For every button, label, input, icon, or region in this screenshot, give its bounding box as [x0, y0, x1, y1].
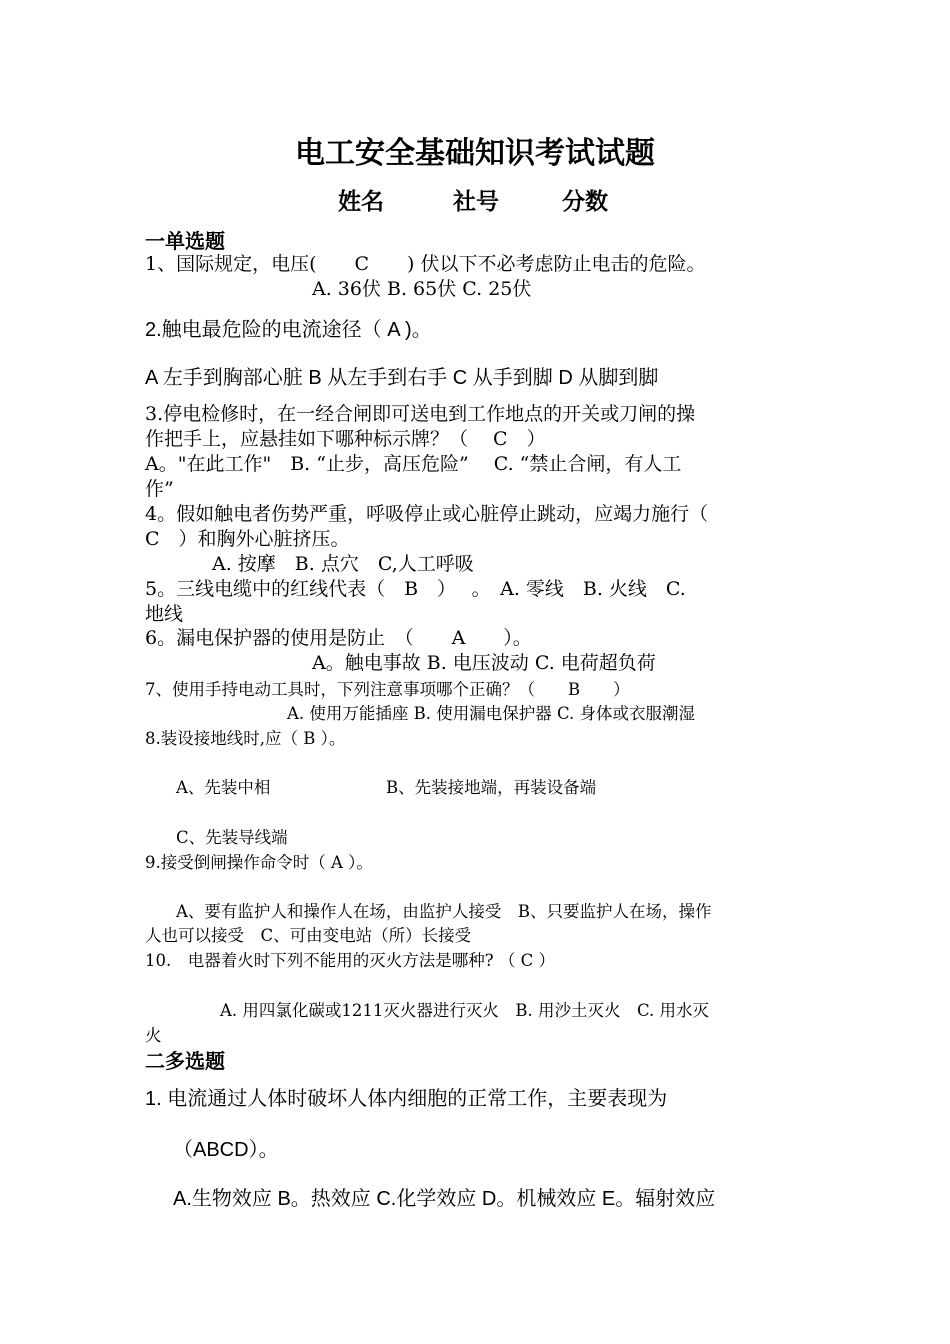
q3-line4: 作” — [145, 478, 174, 500]
q4-line2: C ）和胸外心脏挤压。 — [145, 528, 350, 550]
q3-line2: 作把手上，应悬挂如下哪种标示牌？（ C ） — [145, 428, 546, 450]
q2-options: A 左手到胸部心脏 B 从左手到右手 C 从手到脚 D 从脚到脚 — [145, 367, 659, 389]
q1-text: 1、国际规定，电压( C ) 伏以下不必考虑防止电击的危险。 — [145, 253, 706, 275]
q4-options: A. 按摩 B. 点穴 C,人工呼吸 — [212, 553, 474, 575]
q3-line3: A。"在此工作" B. “止步，高压危险” C. “禁止合闸，有人工 — [145, 453, 682, 475]
page-title: 电工安全基础知识考试试题 — [295, 136, 655, 171]
mq1-answer: （ABCD）。 — [173, 1139, 279, 1161]
q9-line2: 人也可以接受 C、可由变电站（所）长接受 — [145, 926, 472, 945]
q5-line2: 地线 — [145, 603, 184, 625]
q6-options: A。触电事故 B. 电压波动 C. 电荷超负荷 — [312, 652, 656, 674]
q8-option-c: C、先装导线端 — [176, 828, 288, 847]
q9-text: 9.接受倒闸操作命令时（ A ）。 — [145, 853, 373, 872]
name-label: 姓名 — [338, 189, 384, 215]
q10-line2: 火 — [145, 1026, 162, 1045]
q8-option-b: B、先装接地端，再装设备端 — [386, 778, 597, 797]
q2-text: 2.触电最危险的电流途径（ A )。 — [145, 319, 432, 341]
q7-text: 7、使用手持电动工具时，下列注意事项哪个正确？（ B ） — [145, 680, 630, 699]
q3-line1: 3.停电检修时，在一经合闸即可送电到工作地点的开关或刀闸的操 — [145, 403, 696, 425]
q1-options: A. 36伏 B. 65伏 C. 25伏 — [312, 278, 532, 300]
q7-options: A. 使用万能插座 B. 使用漏电保护器 C. 身体或衣服潮湿 — [287, 704, 696, 723]
mq1-options: A.生物效应 B。热效应 C.化学效应 D。机械效应 E。辐射效应 — [173, 1188, 716, 1210]
q4-line1: 4。假如触电者伤势严重，呼吸停止或心脏停止跳动，应竭力施行（ — [145, 503, 709, 525]
section-multiple-choice-heading: 二多选题 — [145, 1049, 225, 1073]
mq1-line1: 1. 电流通过人体时破坏人体内细胞的正常工作，主要表现为 — [145, 1088, 668, 1110]
q6-text: 6。漏电保护器的使用是防止 （ A ）。 — [145, 627, 532, 649]
member-no-label: 社号 — [453, 189, 499, 215]
q10-line1: A. 用四氯化碳或1211灭火器进行灭火 B. 用沙土灭火 C. 用水灭 — [220, 1001, 710, 1020]
q8-option-a: A、先装中相 — [176, 778, 271, 797]
q8-text: 8.装设接地线时,应（ B ）。 — [145, 729, 346, 748]
q5-line1: 5。三线电缆中的红线代表（ B ） 。 A. 零线 B. 火线 C. — [145, 578, 686, 600]
q9-line1: A、要有监护人和操作人在场，由监护人接受 B、只要监护人在场，操作 — [176, 902, 712, 921]
q10-text: 10. 电器着火时下列不能用的灭火方法是哪种? （ C ） — [145, 951, 555, 970]
section-single-choice-heading: 一单选题 — [145, 229, 225, 253]
score-label: 分数 — [562, 189, 608, 215]
